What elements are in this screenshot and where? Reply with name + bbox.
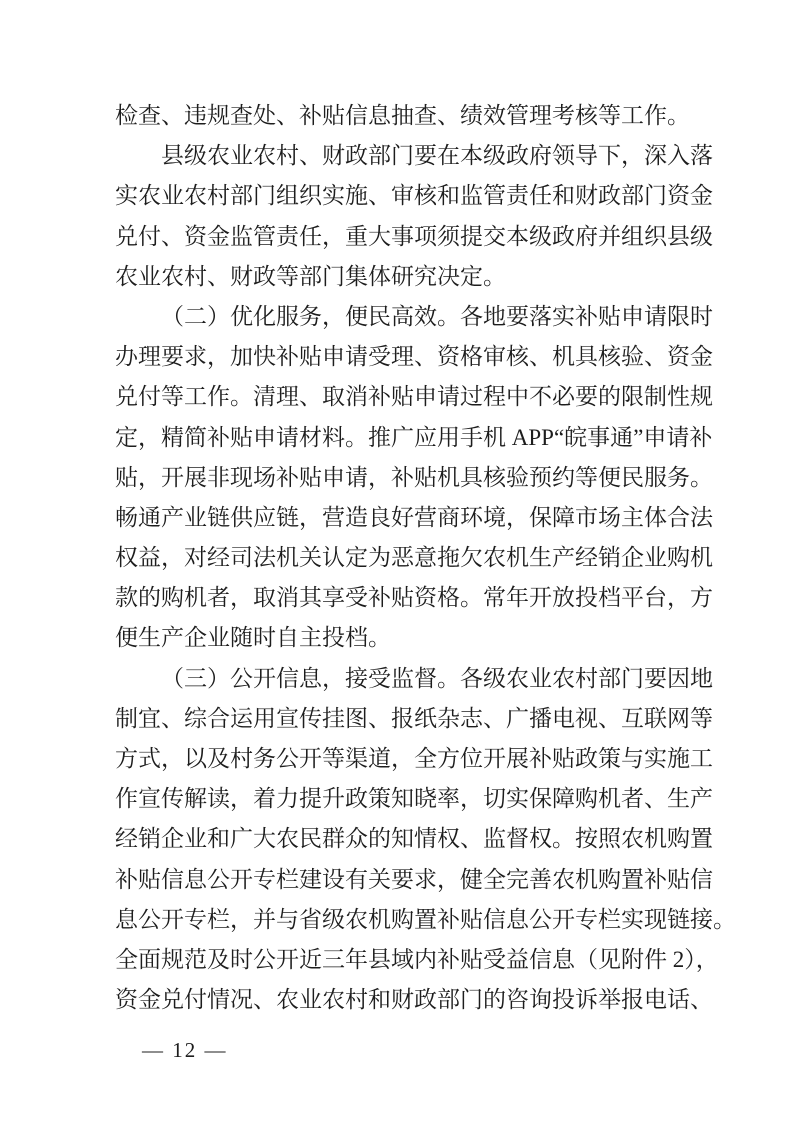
text-line: 兑付、资金监管责任，重大事项须提交本级政府并组织县级: [115, 223, 713, 249]
text-line: 农业农村、财政等部门集体研究决定。: [115, 263, 506, 289]
text-line: 畅通产业链供应链，营造良好营商环境，保障市场主体合法: [115, 504, 713, 530]
text-line: 实农业农村部门组织实施、审核和监管责任和财政部门资金: [115, 183, 713, 209]
text-line: 便生产企业随时自主投档。: [115, 625, 391, 651]
text-line: 定，精简补贴申请材料。推广应用手机 APP“皖事通”申请补: [115, 424, 713, 450]
text-line: 县级农业农村、财政部门要在本级政府领导下，深入落: [161, 143, 713, 169]
text-line: 经销企业和广大农民群众的知情权、监督权。按照农机购置: [115, 826, 713, 852]
text-line: 兑付等工作。清理、取消补贴申请过程中不必要的限制性规: [115, 384, 713, 410]
text-line: 作宣传解读，着力提升政策知晓率，切实保障购机者、生产: [115, 786, 713, 812]
text-line: 全面规范及时公开近三年县域内补贴受益信息（见附件 2），: [115, 946, 719, 972]
text-line: 补贴信息公开专栏建设有关要求，健全完善农机购置补贴信: [115, 866, 713, 892]
text-line: 息公开专栏，并与省级农机购置补贴信息公开专栏实现链接。: [115, 906, 736, 932]
page-footer: [0, 1038, 794, 1068]
document-body: [115, 96, 736, 1020]
page-number: — 12 —: [142, 1038, 228, 1062]
text-line: 款的购机者，取消其享受补贴资格。常年开放投档平台，方: [115, 585, 713, 611]
text-line: （二）优化服务，便民高效。各地要落实补贴申请限时: [161, 303, 713, 329]
text-line: 方式，以及村务公开等渠道，全方位开展补贴政策与实施工: [115, 746, 713, 771]
text-line: 贴，开展非现场补贴申请，补贴机具核验预约等便民服务。: [115, 464, 713, 490]
text-line: 权益，对经司法机关认定为恶意拖欠农机生产经销企业购机: [115, 545, 713, 571]
text-line: 办理要求，加快补贴申请受理、资格审核、机具核验、资金: [115, 344, 713, 370]
text-line: （三）公开信息，接受监督。各级农业农村部门要因地: [161, 665, 713, 691]
text-line: 检查、违规查处、补贴信息抽查、绩效管理考核等工作。: [115, 103, 690, 128]
text-line: 制宜、综合运用宣传挂图、报纸杂志、广播电视、互联网等: [115, 705, 713, 731]
text-line: 资金兑付情况、农业农村和财政部门的咨询投诉举报电话、: [115, 987, 713, 1013]
